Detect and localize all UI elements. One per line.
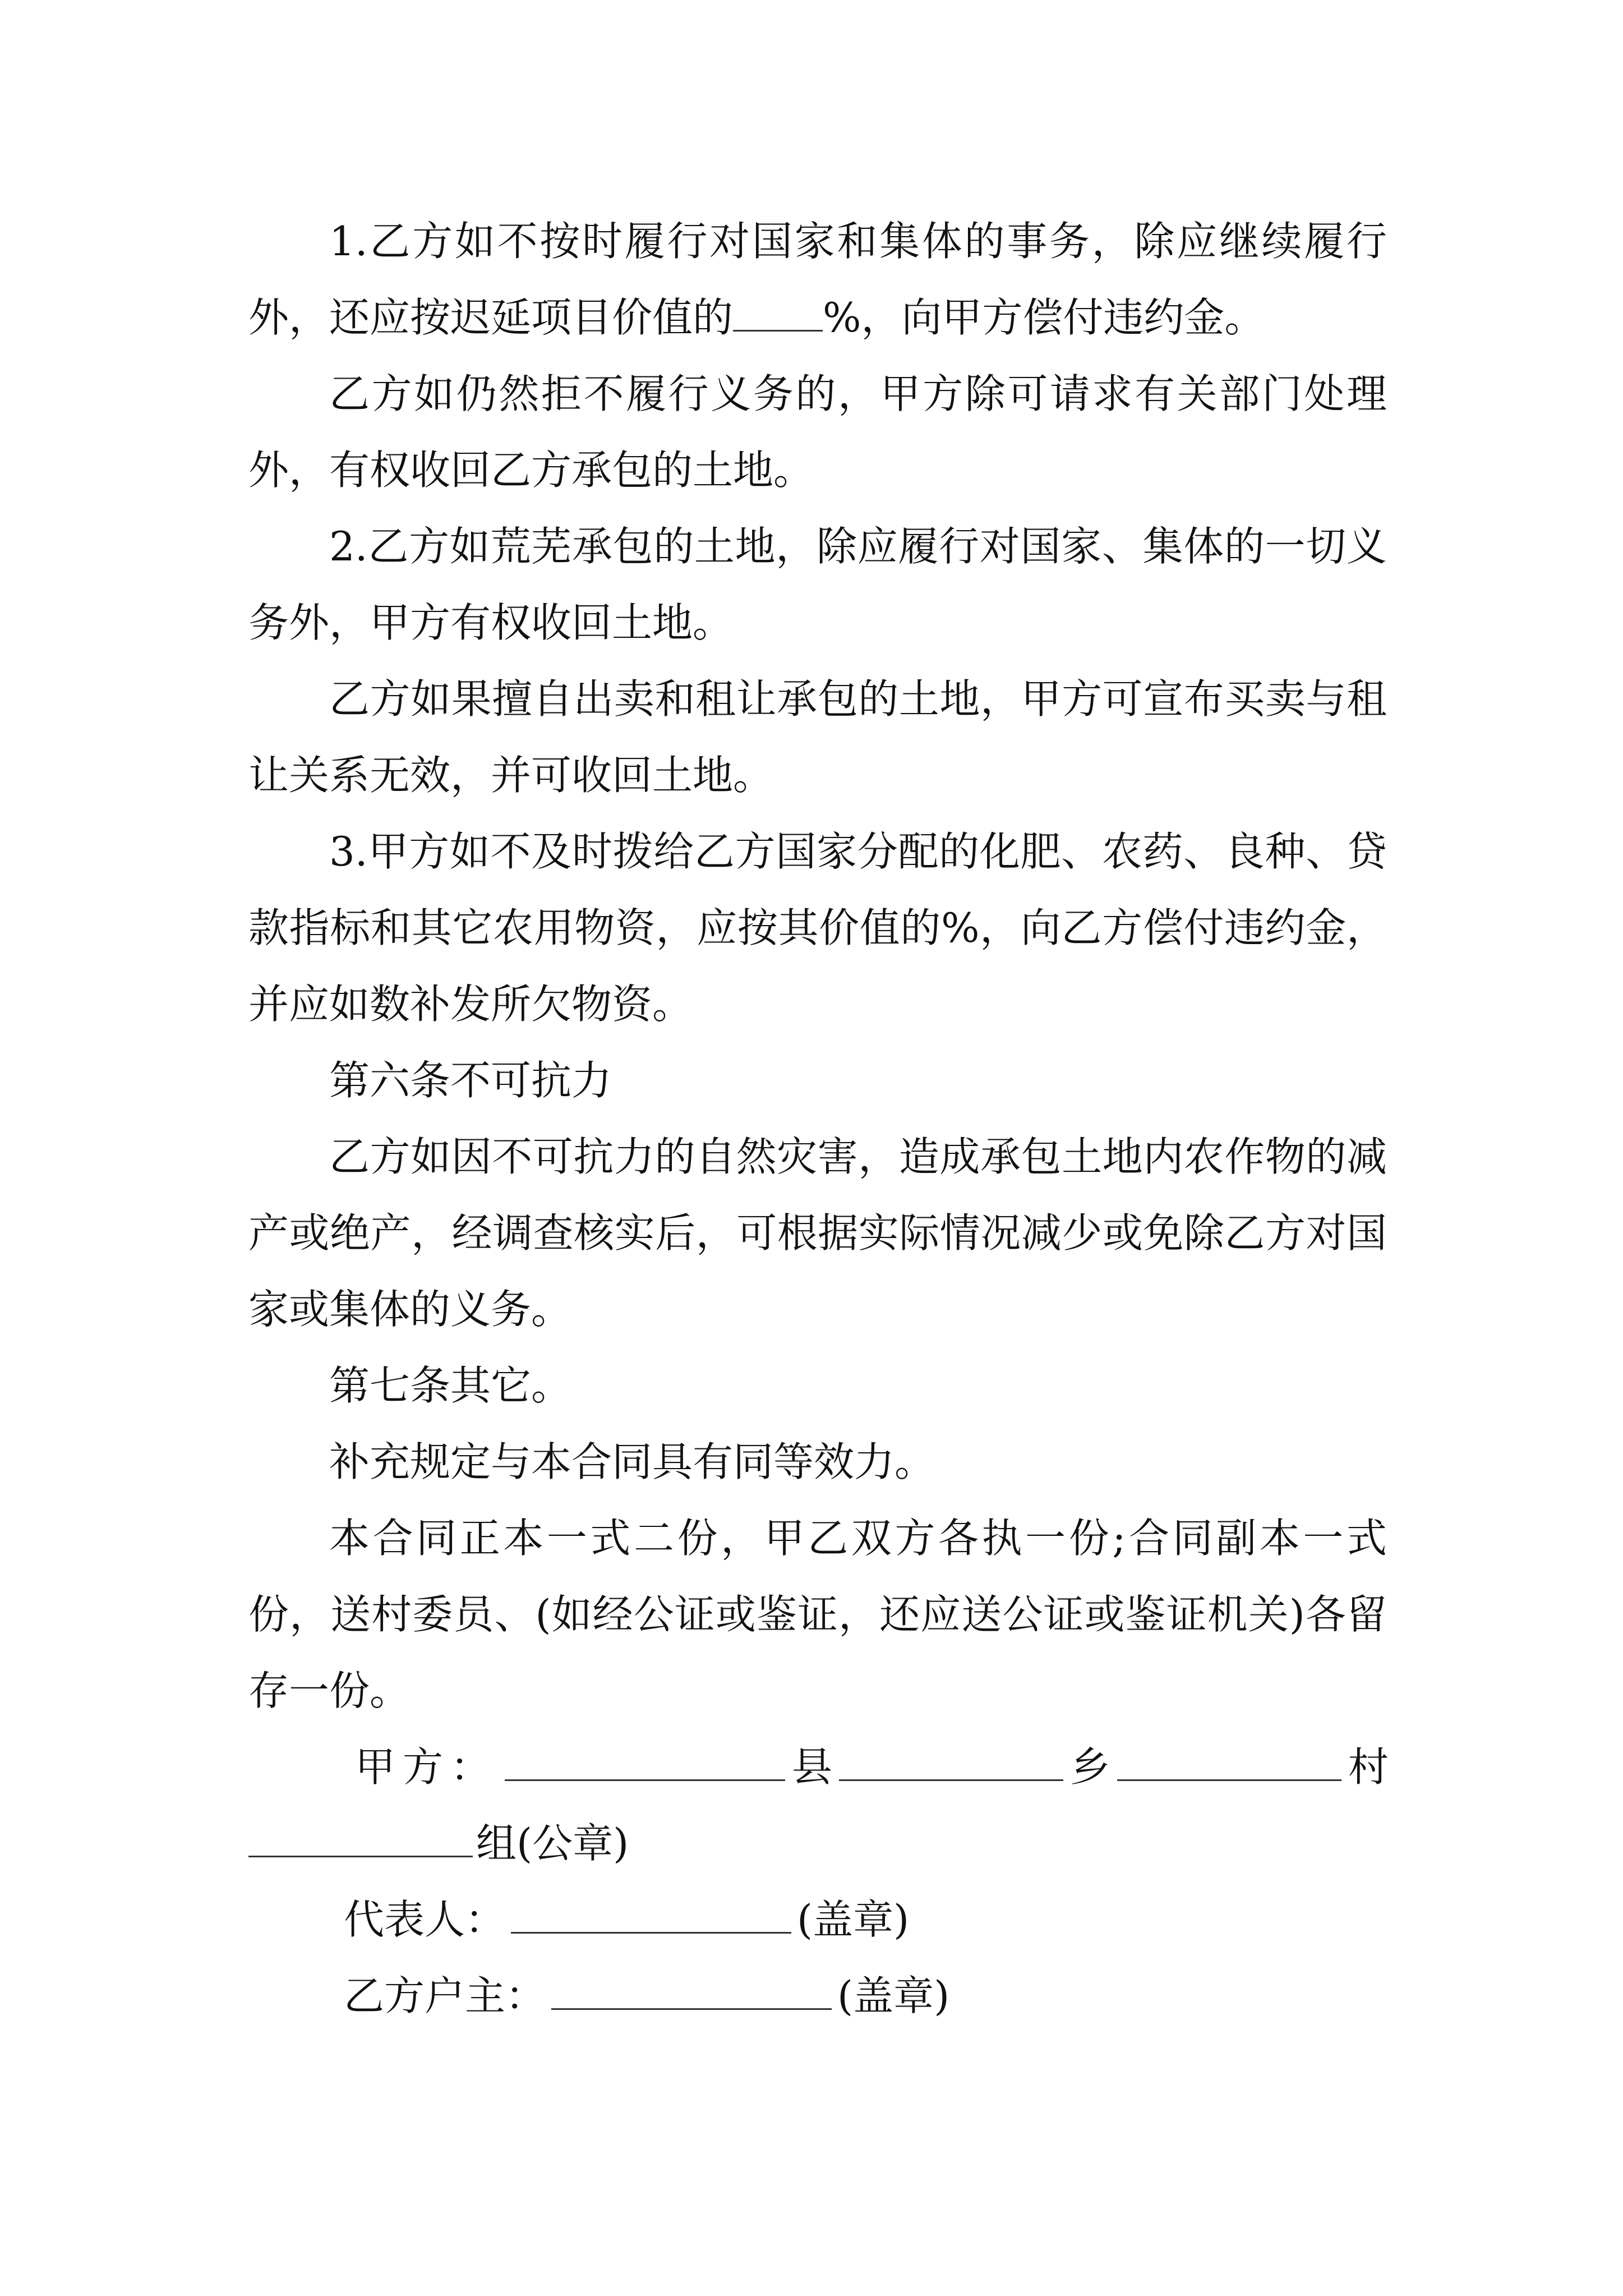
party-a-label: 甲方： [355, 1743, 498, 1791]
party-b-line [248, 1958, 1387, 2034]
village-label: 村 [1348, 1743, 1389, 1791]
party-b-blank[interactable] [551, 1970, 832, 2010]
party-a-address-line [248, 1729, 1387, 1805]
clause-1-refusal: 乙方如仍然拒不履行义务的，甲方除可请求有关部门处理外，有权收回乙方承包的土地。 [248, 370, 1387, 494]
article-7-heading: 第七条其它。 [329, 1362, 572, 1409]
group-blank[interactable] [248, 1818, 473, 1857]
party-b-seal: (盖章) [837, 1972, 950, 2019]
county-label: 县 [791, 1743, 832, 1791]
clause-2-sale: 乙方如果擅自出卖和租让承包的土地，甲方可宣布买卖与租让关系无效，并可收回土地。 [248, 675, 1387, 799]
party-a-group-line [248, 1805, 1387, 1881]
county-blank[interactable] [505, 1741, 785, 1781]
representative-seal: (盖章) [797, 1896, 910, 1943]
clause-3-supplies: 3.甲方如不及时拨给乙方国家分配的化肥、农药、良种、贷款指标和其它农用物资，应按其价值的%，向乙方偿付违约金，并应如数补发所欠物资。 [248, 828, 1387, 1028]
group-label: 组(公章) [476, 1820, 629, 1867]
party-b-label: 乙方户主： [344, 1972, 546, 2019]
article-7-supplement: 补充规定与本合同具有同等效力。 [329, 1438, 935, 1485]
village-blank[interactable] [1117, 1741, 1341, 1781]
clause-1-penalty [248, 203, 1387, 356]
clause-1-text-before: 1.乙方如不按时履行对国家和集体的事务，除应继续履行外，还应按迟延项目价值的 [248, 218, 1387, 341]
representative-blank[interactable] [511, 1894, 791, 1934]
article-7-copies: 本合同正本一式二份，甲乙双方各执一份;合同副本一式份，送村委员、(如经公证或鉴证，还应送公证或鉴证机关)各留存一份。 [248, 1515, 1387, 1714]
clause-1-text-after: %，向甲方偿付违约金。 [823, 294, 1265, 341]
representative-label: 代表人： [344, 1896, 506, 1943]
town-blank[interactable] [839, 1741, 1063, 1781]
article-6-heading: 第六条不可抗力 [329, 1057, 612, 1104]
clause-2-waste: 2.乙方如荒芜承包的土地，除应履行对国家、集体的一切义务外，甲方有权收回土地。 [248, 523, 1387, 646]
article-6-body: 乙方如因不可抗力的自然灾害，造成承包土地内农作物的减产或绝产，经调查核实后，可根据实际情况减少或免除乙方对国家或集体的义务。 [248, 1133, 1387, 1333]
town-label: 乡 [1069, 1743, 1110, 1791]
document-body [248, 203, 1387, 2034]
percent-blank [733, 292, 823, 332]
representative-line [248, 1881, 1387, 1958]
